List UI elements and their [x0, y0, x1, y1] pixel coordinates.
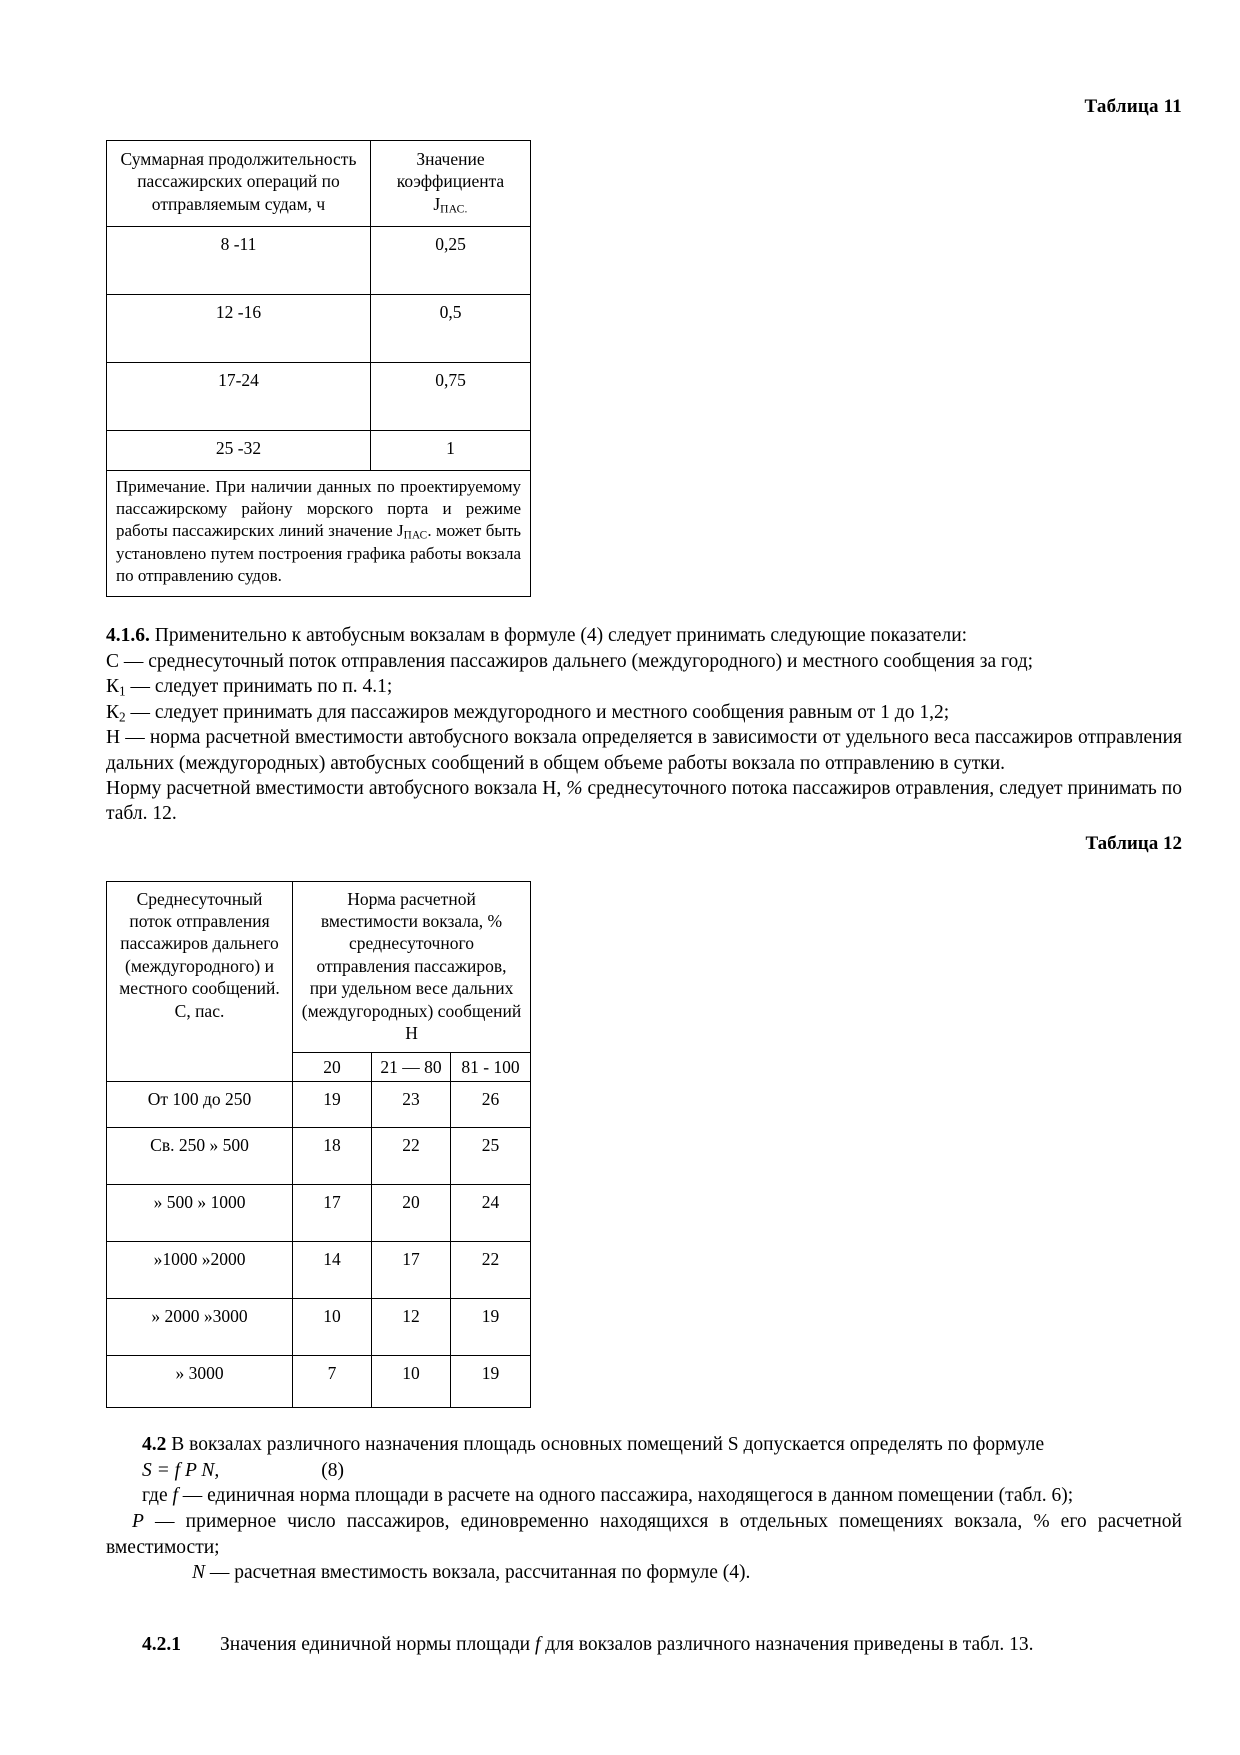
section-number-4-2: 4.2 — [142, 1434, 167, 1456]
table-12-caption: Таблица 12 — [1085, 832, 1182, 854]
table-12-cell-label: » 3000 — [107, 1356, 293, 1408]
table-12-cell-label: » 2000 »3000 — [107, 1299, 293, 1356]
table-11-cell-value: 0,25 — [371, 227, 531, 295]
table-11-note-part1: Примечание. При наличии данных по проектируемому пассажирскому району морского порта и режиме работы пассажирских линий значение J — [116, 477, 521, 541]
table-11-header-col2-line2: коэффициента J — [396, 171, 505, 214]
symbol-f: f — [172, 1485, 178, 1507]
table-12-header-col1: Среднесуточный поток отправления пассажиров дальнего (междугородного) и местного сообщений. С, пас. — [107, 881, 293, 1082]
table-11-header-col2-line1: Значение — [416, 149, 485, 169]
table-row — [107, 1299, 531, 1356]
table-12-cell-label: Св. 250 » 500 — [107, 1128, 293, 1185]
table-12-cell-v2: 10 — [372, 1356, 451, 1408]
table-11-cell-range: 25 -32 — [107, 431, 371, 471]
table-12-cell-v3: 19 — [451, 1299, 531, 1356]
table-12-cell-label: »1000 »2000 — [107, 1242, 293, 1299]
where-f-text: — единичная норма площади в расчете на одного пассажира, находящегося в данном помещении (табл. 6); — [177, 1485, 1074, 1507]
section-number-4-2-1: 4.2.1 — [142, 1633, 181, 1655]
table-12-subheader-20: 20 — [293, 1053, 372, 1082]
table-12-cell-v1: 18 — [293, 1128, 372, 1185]
table-11-header-col2-subscript: ПАС. — [440, 203, 468, 216]
table-12-subheader-21-80: 21 — 80 — [372, 1053, 451, 1082]
table-12-cell-v1: 19 — [293, 1082, 372, 1128]
table-12-cell-v3: 24 — [451, 1185, 531, 1242]
paragraph-4-1-6-intro — [106, 623, 1182, 648]
table-11-cell-range: 8 -11 — [107, 227, 371, 295]
symbol-n: N — [192, 1562, 206, 1584]
k2-symbol: К — [106, 701, 120, 723]
table-12 — [106, 881, 531, 1409]
section-4-2-1-post: для вокзалов различного назначения приведены в табл. 13. — [540, 1633, 1034, 1655]
table-12-cell-v2: 23 — [372, 1082, 451, 1128]
table-12-cell-v1: 17 — [293, 1185, 372, 1242]
table-12-wrapper — [106, 881, 530, 1409]
table-11-cell-range: 12 -16 — [107, 295, 371, 363]
k1-symbol: К — [106, 676, 120, 698]
section-4-2-1-pre: Значения единичной нормы площади — [220, 1633, 535, 1655]
table-row — [107, 1356, 531, 1408]
table-11-note-row — [107, 471, 531, 597]
table-row — [107, 227, 531, 295]
table-11-wrapper — [106, 140, 530, 597]
table-12-cell-v2: 20 — [372, 1185, 451, 1242]
table-11-cell-value: 0,5 — [371, 295, 531, 363]
paragraph-n-definition — [106, 1560, 1182, 1586]
paragraph-norm-pre: Норму расчетной вместимости автобусного вокзала Н, — [106, 777, 567, 799]
section-4-1-6 — [106, 623, 1182, 826]
section-4-2 — [106, 1432, 1182, 1585]
paragraph-where-f — [106, 1483, 1182, 1509]
table-row — [107, 363, 531, 431]
table-12-cell-v3: 22 — [451, 1242, 531, 1299]
table-11-header-col1: Суммарная продолжительность пассажирских операций по отправляемым судам, ч — [107, 141, 371, 227]
table-12-cell-v3: 25 — [451, 1128, 531, 1185]
table-12-cell-v2: 22 — [372, 1128, 451, 1185]
table-11-note — [107, 471, 531, 597]
section-4-2-intro-text: В вокзалах различного назначения площадь основных помещений S допускается определять по формуле — [166, 1434, 1045, 1456]
section-number-4-1-6: 4.1.6. — [106, 625, 150, 647]
table-12-cell-label: От 100 до 250 — [107, 1082, 293, 1128]
table-12-cell-v1: 14 — [293, 1242, 372, 1299]
k1-text: — следует принимать по п. 4.1; — [125, 676, 393, 698]
table-row — [107, 1185, 531, 1242]
table-11-caption: Таблица 11 — [1084, 96, 1182, 117]
paragraph-norm-percent: % — [566, 777, 583, 799]
table-12-cell-v1: 7 — [293, 1356, 372, 1408]
table-row — [107, 1242, 531, 1299]
table-11-cell-value: 0,75 — [371, 363, 531, 431]
table-12-header-row — [107, 881, 531, 1053]
formula-expression: S = f P N, — [142, 1459, 220, 1481]
table-12-cell-label: » 500 » 1000 — [107, 1185, 293, 1242]
k1-subscript: 1 — [119, 683, 126, 699]
n-text: — расчетная вместимость вокзала, рассчитанная по формуле (4). — [205, 1562, 751, 1584]
paragraph-k1-definition — [106, 674, 1182, 700]
paragraph-4-2-intro — [106, 1432, 1182, 1458]
page-content — [106, 96, 1182, 1657]
p-text: — примерное число пассажиров, единовременно находящихся в отдельных помещениях вокзала, % его расчетной вместимости; — [106, 1510, 1182, 1558]
paragraph-c-definition: С — среднесуточный поток отправления пассажиров дальнего (междугородного) и местного сообщения за год; — [106, 650, 1034, 672]
table-11-note-subscript: ПАС — [403, 529, 428, 542]
formula-number: (8) — [321, 1459, 345, 1481]
paragraph-k2-definition — [106, 700, 1182, 726]
table-12-subheader-81-100: 81 - 100 — [451, 1053, 531, 1082]
spacer — [106, 1586, 1182, 1608]
symbol-f-2: f — [534, 1633, 541, 1655]
formula-line — [106, 1458, 1182, 1484]
table-row — [107, 1082, 531, 1128]
paragraph-norm — [106, 776, 1182, 827]
table-row — [107, 1128, 531, 1185]
section-4-2-1-spacer — [181, 1634, 220, 1655]
table-12-cell-v1: 10 — [293, 1299, 372, 1356]
table-12-cell-v3: 26 — [451, 1082, 531, 1128]
table-12-cell-v2: 17 — [372, 1242, 451, 1299]
section-4-2-1 — [106, 1632, 1182, 1658]
k2-text: — следует принимать для пассажиров междугородного и местного сообщения равным от 1 до 1,2; — [125, 701, 950, 723]
table-12-cell-v3: 19 — [451, 1356, 531, 1408]
table-11 — [106, 140, 531, 597]
table-11-header-col2 — [371, 141, 531, 227]
paragraph-p-definition — [106, 1509, 1182, 1560]
where-prefix: где — [142, 1485, 173, 1507]
paragraph-4-2-1 — [106, 1632, 1182, 1658]
symbol-p: Р — [132, 1510, 144, 1532]
table-row — [107, 295, 531, 363]
table-11-cell-value: 1 — [371, 431, 531, 471]
k2-subscript: 2 — [119, 709, 126, 725]
table-12-cell-v2: 12 — [372, 1299, 451, 1356]
table-11-header-row — [107, 141, 531, 227]
paragraph-h-definition: Н — норма расчетной вместимости автобусного вокзала определяется в зависимости от удельного веса пассажиров отправления дальних (междугородных) автобусных сообщений в общем объеме работы вокзала по отправлению в сутки. — [106, 727, 1182, 774]
paragraph-norm-post: среднесуточного потока пассажиров отравления, следует принимать по табл. 12. — [106, 777, 1182, 825]
table-row — [107, 431, 531, 471]
table-11-note-part2: . может быть установлено путем построения графика работы вокзала по отправлению судов. — [116, 521, 521, 586]
table-12-header-group: Норма расчетной вместимости вокзала, % среднесуточного отправления пассажиров, при удельном весе дальних (междугородных) сообщений Н — [293, 881, 531, 1053]
section-4-1-6-intro-text: Применительно к автобусным вокзалам в формуле (4) следует принимать следующие показатели: — [149, 625, 968, 647]
table-11-cell-range: 17-24 — [107, 363, 371, 431]
